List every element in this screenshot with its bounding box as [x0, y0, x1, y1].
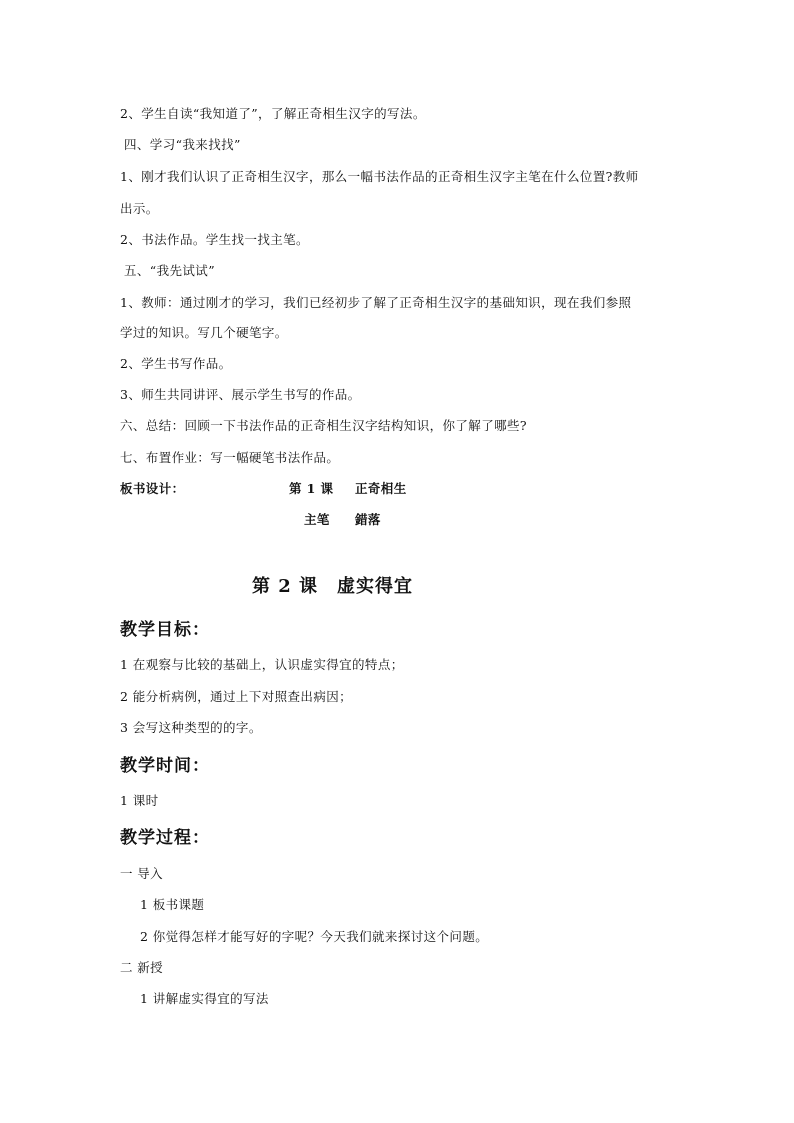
board-design-label: 板书设计： [120, 481, 185, 496]
board-lesson-number: 第 1 课 [289, 481, 334, 496]
paragraph-summary: 六、总结：回顾一下书法作品的正奇相生汉字结构知识，你了解了哪些? [120, 418, 528, 433]
paragraph-teacher: 1、教师：通过刚才的学习，我们已经初步了解了正奇相生汉字的基础知识，现在我们参照 [120, 295, 632, 310]
time-value: 1 课时 [120, 793, 159, 808]
step-intro-1: 1 板书课题 [140, 897, 205, 912]
goal-item-2: 2 能分析病例，通过上下对照查出病因； [120, 689, 353, 704]
paragraph-review: 3、师生共同讲评、展示学生书写的作品。 [120, 387, 361, 402]
paragraph-find-stroke: 2、书法作品。学生找一找主笔。 [120, 232, 309, 247]
paragraph-student-write: 2、学生书写作品。 [120, 356, 232, 371]
goal-item-3: 3 会写这种类型的的字。 [120, 720, 262, 735]
step-intro-2: 2 你觉得怎样才能写好的字呢？今天我们就来探讨这个问题。 [140, 929, 489, 944]
paragraph-self-read: 2、学生自读“我知道了”，了解正奇相生汉字的写法。 [120, 106, 426, 121]
goal-item-1: 1 在观察与比较的基础上，认识虚实得宜的特点； [120, 657, 404, 672]
paragraph-main-stroke: 1、刚才我们认识了正奇相生汉字，那么一幅书法作品的正奇相生汉字主笔在什么位置?教师 [120, 169, 639, 184]
board-item-main-stroke: 主笔 [304, 512, 330, 527]
paragraph-teacher-cont: 学过的知识。写几个硬笔字。 [120, 325, 288, 340]
goals-heading: 教学目标： [120, 620, 210, 640]
board-lesson-topic: 正奇相生 [355, 481, 407, 496]
step-new-1: 1 讲解虚实得宜的写法 [140, 991, 269, 1006]
lesson-title: 第 2 课 虚实得宜 [252, 576, 414, 597]
board-item-scatter: 錯落 [355, 512, 381, 527]
section-heading-try: 五、“我先试试” [124, 263, 215, 278]
section-heading-find: 四、学习“我来找找” [124, 137, 241, 152]
process-heading: 教学过程： [120, 828, 210, 848]
step-intro: 一 导入 [120, 866, 164, 881]
step-new: 二 新授 [120, 960, 164, 975]
paragraph-homework: 七、布置作业：写一幅硬笔书法作品。 [120, 450, 340, 465]
paragraph-main-stroke-cont: 出示。 [120, 201, 159, 216]
time-heading: 教学时间： [120, 756, 210, 776]
